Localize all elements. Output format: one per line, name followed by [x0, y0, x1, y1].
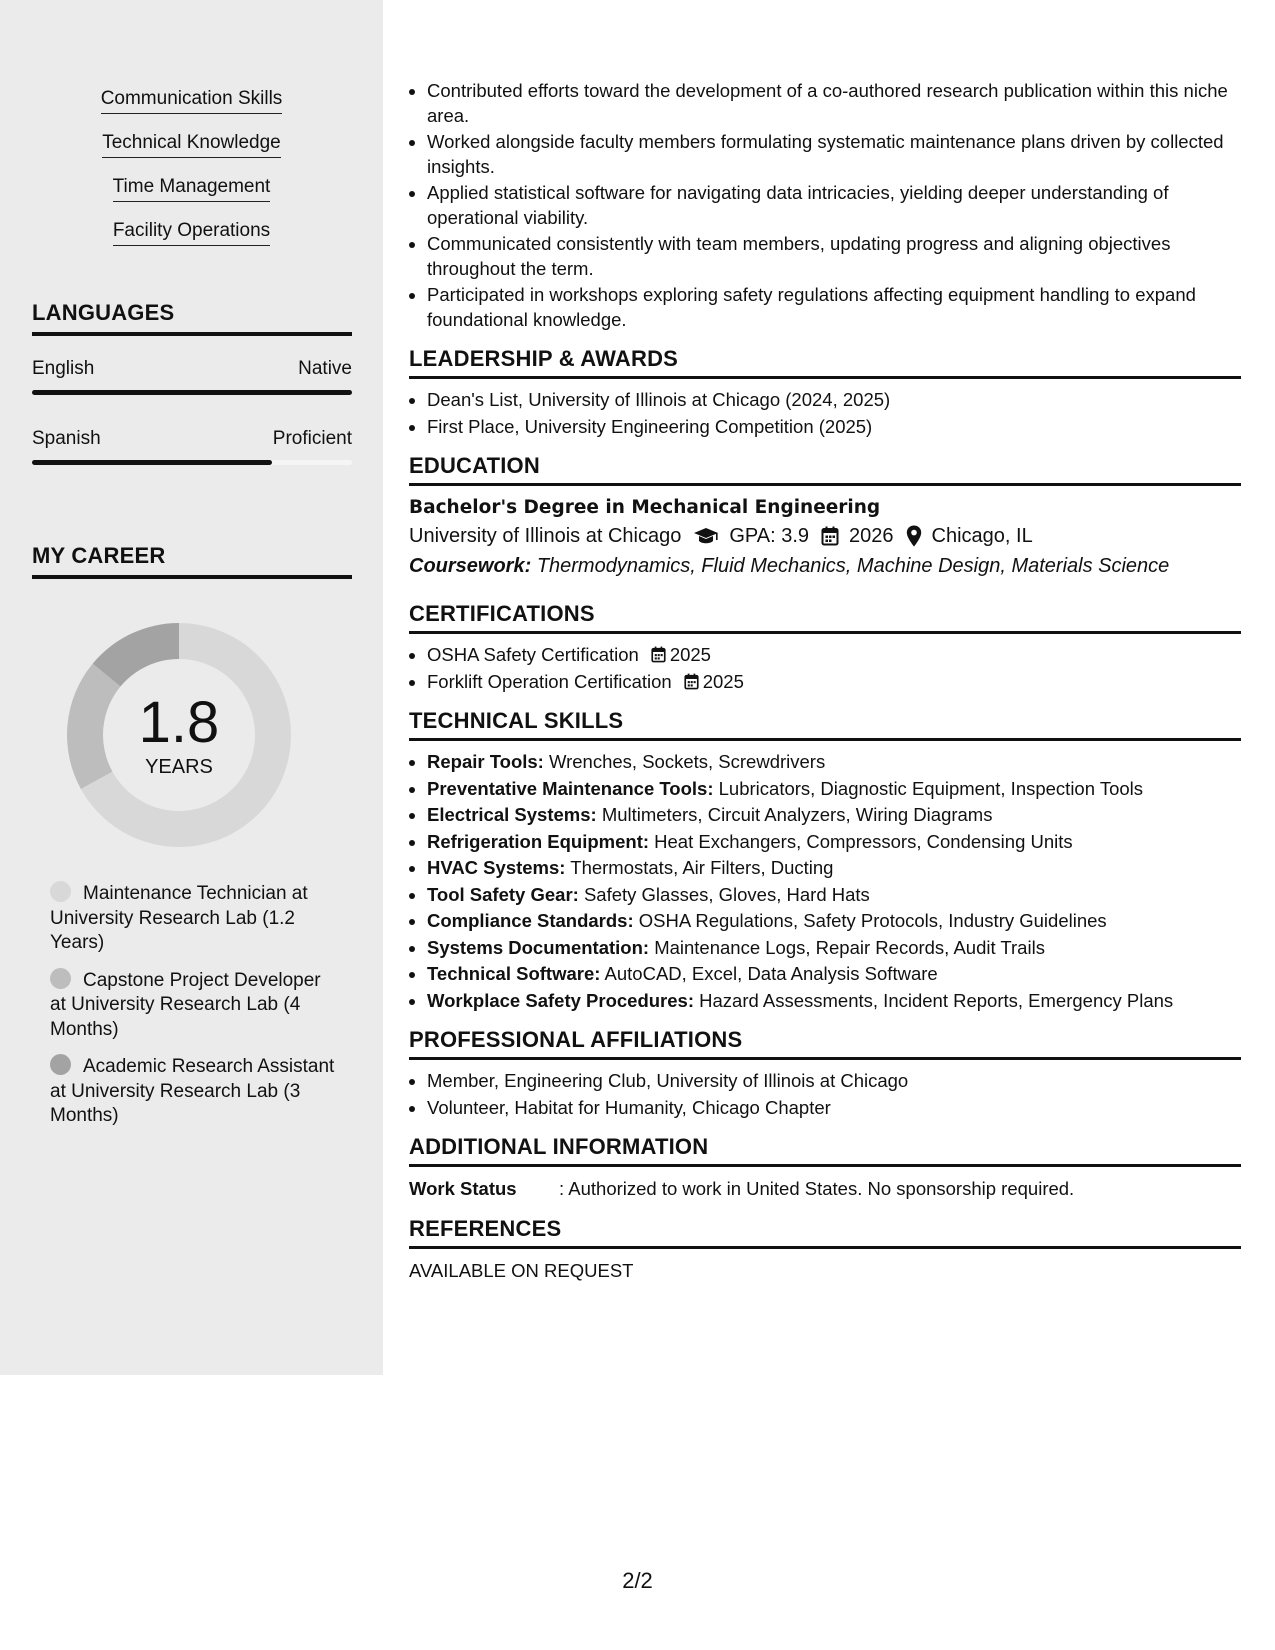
career-legend-dot [50, 881, 71, 902]
experience-bullets [409, 79, 1241, 332]
language-bar [32, 460, 352, 465]
tech-skill-label: HVAC Systems: [427, 857, 566, 878]
tech-skill-item [427, 830, 1241, 855]
tech-skill-label: Preventative Maintenance Tools: [427, 777, 714, 799]
page-number: 2/2 [622, 1568, 653, 1593]
language-english [32, 357, 352, 395]
tech-skill-label: Technical Software: [427, 963, 601, 984]
tech-skill-label: Systems Documentation: [427, 936, 650, 958]
coursework [409, 551, 1241, 581]
technical-skills-heading: TECHNICAL SKILLS [409, 708, 1241, 741]
tech-skill-value: Hazard Assessments, Incident Reports, Emergency Plans [699, 989, 1174, 1011]
degree-title: Bachelor's Degree in Mechanical Engineering [409, 497, 881, 518]
skill-item: Technical Knowledge [102, 130, 281, 158]
tech-skill-value: Heat Exchangers, Compressors, Condensing Units [654, 830, 1073, 852]
certification-name: Forklift Operation Certification [427, 670, 672, 692]
certification-item [427, 670, 1241, 695]
certification-item [427, 643, 1241, 668]
language-bar-fill [32, 390, 352, 395]
languages-heading: LANGUAGES [32, 300, 352, 336]
career-total-unit: YEARS [145, 756, 213, 778]
tech-skill-item [427, 803, 1241, 828]
work-status-value: : Authorized to work in United States. No sponsorship required. [559, 1178, 1075, 1199]
career-heading: MY CAREER [32, 543, 352, 579]
gpa: GPA: 3.9 [729, 525, 810, 547]
certification-name: OSHA Safety Certification [427, 644, 639, 665]
career-item-label: Maintenance Technician at University Research Lab (1.2 Years) [50, 883, 308, 953]
coursework-label: Coursework: [409, 555, 532, 577]
tech-skill-label: Tool Safety Gear: [427, 883, 579, 905]
language-spanish [32, 427, 352, 465]
language-level: Native [298, 358, 352, 379]
tech-skill-value: Maintenance Logs, Repair Records, Audit Trails [654, 936, 1045, 958]
graduation-cap-icon [693, 527, 719, 545]
language-bar-fill [32, 460, 272, 465]
experience-bullet: • Worked alongside faculty members formulating systematic maintenance plans driven by collected insights. [427, 130, 1241, 179]
tech-skill-item [427, 750, 1241, 775]
additional-info-heading: ADDITIONAL INFORMATION [409, 1134, 1241, 1167]
calendar-icon [821, 526, 839, 546]
leadership-heading: LEADERSHIP & AWARDS [409, 346, 1241, 379]
tech-skill-value: Thermostats, Air Filters, Ducting [570, 857, 834, 878]
career-total-value: 1.8 [138, 690, 220, 755]
affiliations-heading: PROFESSIONAL AFFILIATIONS [409, 1027, 1241, 1060]
graduation-year: 2026 [849, 525, 894, 547]
affiliation-item: • Volunteer, Habitat for Humanity, Chicago Chapter [427, 1096, 1241, 1121]
skill-item: Time Management [113, 174, 271, 202]
language-name: Spanish [32, 428, 101, 449]
work-status-label: Work Status [409, 1178, 517, 1199]
tech-skill-item [427, 936, 1241, 961]
tech-skill-value: OSHA Regulations, Safety Protocols, Industry Guidelines [638, 910, 1107, 931]
tech-skill-label: Repair Tools: [427, 751, 544, 772]
tech-skill-item [427, 909, 1241, 934]
affiliations-list [409, 1069, 1241, 1120]
references-heading: REFERENCES [409, 1216, 1241, 1249]
tech-skill-label: Refrigeration Equipment: [427, 830, 650, 852]
career-item-label: Academic Research Assistant at University Research Lab (3 Months) [50, 1056, 335, 1126]
tech-skill-value: Multimeters, Circuit Analyzers, Wiring Diagrams [601, 804, 993, 825]
school-location: Chicago, IL [931, 525, 1033, 547]
career-legend-dot [50, 968, 71, 989]
coursework-list: Thermodynamics, Fluid Mechanics, Machine Design, Materials Science [536, 555, 1170, 577]
tech-skill-value: AutoCAD, Excel, Data Analysis Software [604, 963, 938, 984]
tech-skill-item [427, 989, 1241, 1014]
experience-bullet: • Contributed efforts toward the development of a co-authored research publication within this niche area. [427, 79, 1241, 128]
tech-skill-label: Compliance Standards: [427, 910, 634, 931]
tech-skill-value: Wrenches, Sockets, Screwdrivers [548, 751, 826, 772]
career-donut-chart [64, 620, 294, 850]
career-item [50, 1054, 340, 1129]
language-name: English [32, 358, 95, 379]
experience-bullet: • Communicated consistently with team members, updating progress and aligning objectives throughout the term. [427, 232, 1241, 281]
sidebar [0, 0, 383, 1375]
tech-skill-item [427, 883, 1241, 908]
language-bar [32, 390, 352, 395]
affiliation-item: • Member, Engineering Club, University of Illinois at Chicago [427, 1069, 1241, 1094]
school-name: University of Illinois at Chicago [409, 525, 682, 547]
education-details [409, 521, 1241, 551]
tech-skill-label: Workplace Safety Procedures: [427, 989, 694, 1011]
career-item-label: Capstone Project Developer at University Research Lab (4 Months) [50, 969, 321, 1040]
career-legend-dot [50, 1054, 71, 1075]
tech-skill-item [427, 856, 1241, 881]
calendar-icon [651, 646, 666, 663]
certification-year: 2025 [702, 670, 744, 692]
certifications-list [409, 643, 1241, 694]
language-level: Proficient [272, 428, 352, 449]
experience-bullet: • Participated in workshops exploring safety regulations affecting equipment handling to expand foundational knowledge. [427, 283, 1241, 332]
skill-item: Communication Skills [101, 86, 283, 114]
experience-bullet: • Applied statistical software for navigating data intricacies, yielding deeper understanding of operational viability. [427, 181, 1241, 230]
education-heading: EDUCATION [409, 453, 1241, 486]
skills-list [0, 86, 383, 262]
main-content [409, 0, 1241, 1284]
leadership-item: • First Place, University Engineering Competition (2025) [427, 415, 1241, 440]
tech-skill-item [427, 962, 1241, 987]
skill-item: Facility Operations [113, 218, 270, 246]
work-status-row [409, 1176, 1241, 1202]
tech-skill-item [427, 777, 1241, 802]
references-text: AVAILABLE ON REQUEST [409, 1260, 634, 1281]
map-pin-icon [906, 525, 922, 547]
tech-skill-value: Safety Glasses, Gloves, Hard Hats [583, 883, 870, 905]
career-item [50, 881, 340, 956]
certification-year: 2025 [669, 644, 711, 665]
technical-skills-list [409, 750, 1241, 1013]
career-item [50, 968, 340, 1043]
tech-skill-value: Lubricators, Diagnostic Equipment, Inspection Tools [718, 777, 1144, 799]
tech-skill-label: Electrical Systems: [427, 804, 597, 825]
calendar-icon [684, 673, 699, 690]
career-legend [50, 881, 340, 1141]
certifications-heading: CERTIFICATIONS [409, 601, 1241, 634]
donut-center [64, 620, 294, 850]
leadership-item: • Dean's List, University of Illinois at Chicago (2024, 2025) [427, 388, 1241, 413]
leadership-list [409, 388, 1241, 439]
